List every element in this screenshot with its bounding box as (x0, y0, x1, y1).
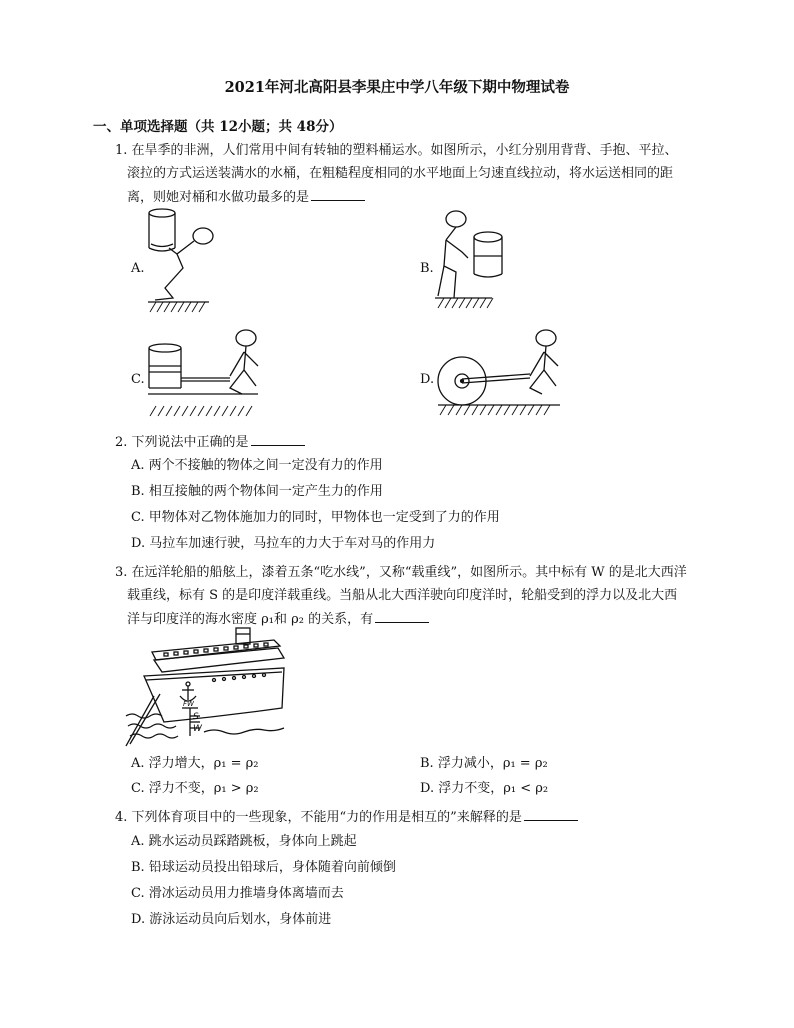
q3-option-d[interactable]: D. 浮力不变，ρ₁ < ρ₂ (420, 781, 549, 796)
q1-option-d[interactable]: D. (420, 372, 435, 387)
section-heading: 一、单项选择题（共 12小题；共 48分） (93, 119, 343, 135)
q3-line-3 (127, 610, 429, 629)
q3-line-1: 3. 在远洋轮船的船舷上，漆着五条“吃水线”，又称“载重线”，如图所示。其中标有 W 的是北大西洋 (115, 565, 687, 580)
q2-option-c[interactable]: C. 甲物体对乙物体施加力的同时，甲物体也一定受到了力的作用 (131, 510, 500, 525)
q2-stem (115, 433, 305, 452)
q1-line-3 (127, 188, 365, 207)
figure-b-arm-carry (432, 210, 522, 310)
q2-option-b[interactable]: B. 相互接触的两个物体间一定产生力的作用 (131, 484, 383, 499)
figure-c-ground (148, 406, 256, 416)
q4-option-c[interactable]: C. 滑冰运动员用力推墙身体离墙而去 (131, 886, 344, 901)
answer-blank[interactable] (375, 610, 429, 623)
figure-a-ground (148, 302, 210, 312)
q3-line-3-text: 洋与印度洋的海水密度 ρ₁和 ρ₂ 的关系，有 (127, 612, 374, 627)
page-title: 2021年河北高阳县李果庄中学八年级下期中物理试卷 (224, 79, 570, 96)
q1-line-2: 滚拉的方式运送装满水的水桶，在粗糙程度相同的水平地面上匀速直线拉动，将水运送相同的距 (127, 166, 674, 181)
q3-option-b[interactable]: B. 浮力减小，ρ₁ = ρ₂ (420, 756, 548, 771)
q1-option-c[interactable]: C. (131, 372, 145, 387)
q1-option-a[interactable]: A. (131, 261, 145, 276)
q1-option-b[interactable]: B. (420, 261, 434, 276)
q4-option-d[interactable]: D. 游泳运动员向后划水，身体前进 (131, 912, 332, 927)
ship-label-w: W (193, 724, 202, 734)
q4-option-a[interactable]: A. 跳水运动员踩踏跳板，身体向上跳起 (131, 834, 357, 849)
q3-line-2: 载重线，标有 S 的是印度洋载重线。当船从北大西洋驶向印度洋时，轮船受到的浮力以及北大西 (127, 588, 678, 603)
answer-blank[interactable] (524, 808, 578, 821)
answer-blank[interactable] (311, 188, 365, 201)
q4-stem-text: 4. 下列体育项目中的一些现象，不能用“力的作用是相互的”来解释的是 (115, 810, 522, 825)
q3-option-a[interactable]: A. 浮力增大，ρ₁ = ρ₂ (131, 756, 259, 771)
q4-stem (115, 808, 578, 827)
ship-label-s: S (193, 712, 199, 722)
figure-d-ground (438, 405, 558, 415)
q1-line-1: 1. 在旱季的非洲，人们常用中间有转轴的塑料桶运水。如图所示，小红分别用背背、手抱、平拉、 (115, 143, 678, 158)
q2-option-d[interactable]: D. 马拉车加速行驶，马拉车的力大于车对马的作用力 (131, 536, 436, 551)
q1-line-3-text: 离，则她对桶和水做功最多的是 (127, 190, 310, 205)
answer-blank[interactable] (251, 433, 305, 446)
figure-ship-load-lines (124, 636, 289, 751)
q2-option-a[interactable]: A. 两个不接触的物体之间一定没有力的作用 (131, 458, 383, 473)
ship-label-fw: FW (183, 700, 194, 708)
q3-option-c[interactable]: C. 浮力不变，ρ₁ > ρ₂ (131, 781, 259, 796)
figure-b-ground (436, 298, 496, 308)
q2-stem-text: 2. 下列说法中正确的是 (115, 435, 249, 450)
q4-option-b[interactable]: B. 铅球运动员投出铅球后，身体随着向前倾倒 (131, 860, 396, 875)
